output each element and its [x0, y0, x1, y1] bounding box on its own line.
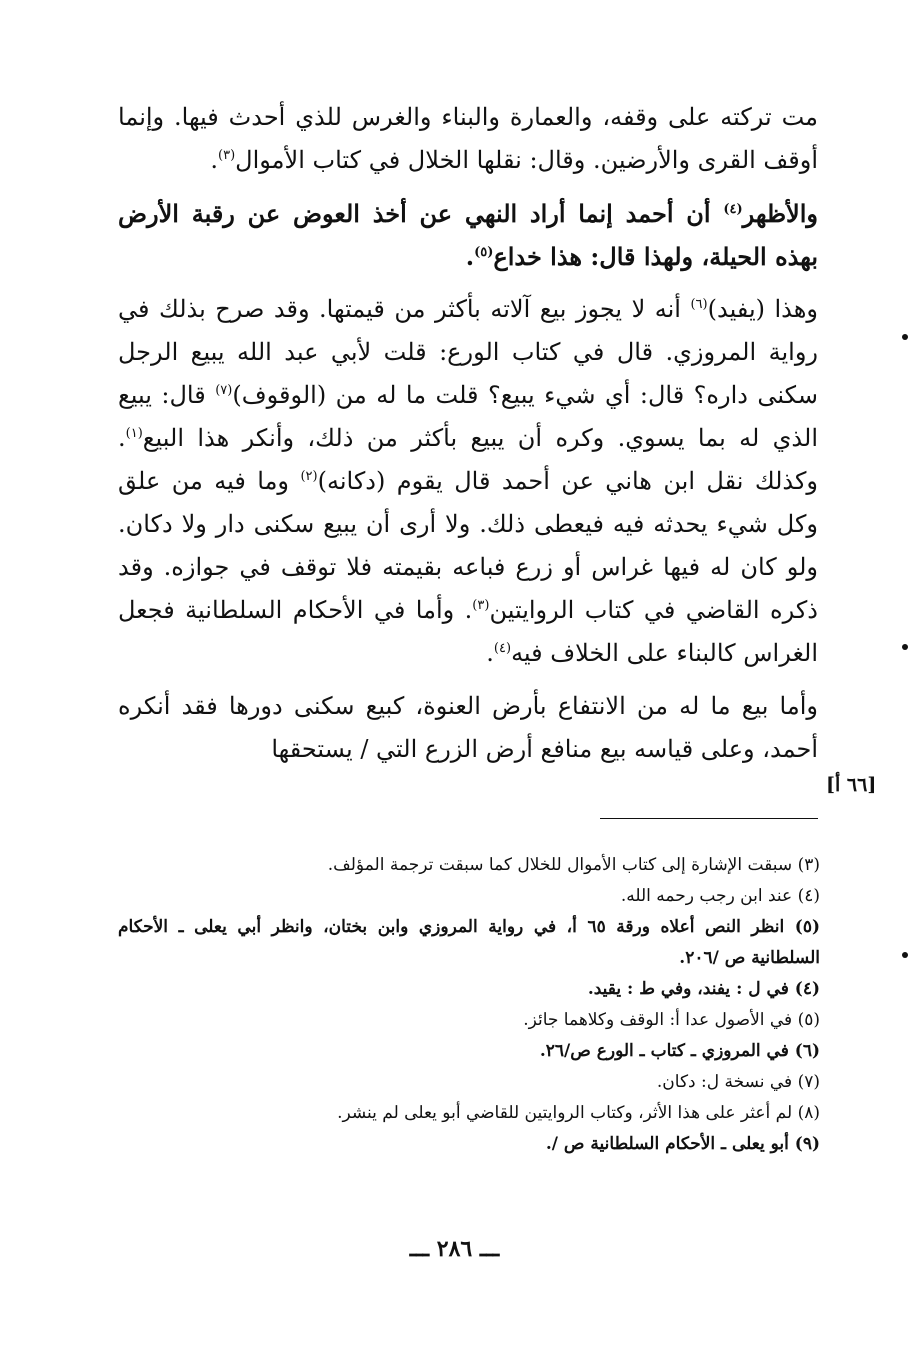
footnote-item: (٤) في ل : يفند، وفي ط : يقيد. [587, 979, 820, 999]
folio-margin-note: [٦٦ أ] [826, 774, 877, 796]
footnote-ref: (٢) [300, 469, 318, 484]
footnote-item: (٦) في المروزي ـ كتاب ـ الورع ص/٢٦. [539, 1041, 820, 1061]
footnote-item: (٣) سبقت الإشارة إلى كتاب الأموال للخلال كما سبقت ترجمة المؤلف. [327, 855, 820, 875]
paragraph-1: مت تركته على وقفه، والعمارة والبناء والغرس للذي أحدث فيها. وإنما أوقف القرى والأرضين. وقال: نقلها الخلال في كتاب الأموال$^{(٣)}$. [118, 103, 818, 174]
footnote-ref: (٣) [218, 148, 236, 163]
footnote-ref: (١) [125, 426, 143, 441]
scan-margin-mark [902, 334, 908, 340]
main-text [118, 96, 818, 781]
footnote-separator [600, 818, 818, 819]
footnote-item: (٤) عند ابن رجب رحمه الله. [620, 886, 820, 906]
footnote-item: (٥) انظر النص أعلاه ورقة ٦٥ أ، في رواية المروزي وابن بختان، وانظر أبي يعلى ـ الأحكام السلطانية ص /٢٠٦. [118, 917, 820, 968]
footnote-ref: (٥) [474, 245, 494, 260]
footnote-item: (٩) أبو يعلى ـ الأحكام السلطانية ص /. [545, 1134, 820, 1154]
footnote-item: (٥) في الأصول عدا أ: الوقف وكلاهما جائز. [523, 1010, 820, 1030]
paragraph-2: والأظهر$^{(٤)}$ أن أحمد إنما أراد النهي عن أخذ العوض عن رقبة الأرض بهذه الحيلة، ولهذا قال: هذا خداع$^{(٥)}$. [118, 199, 818, 271]
footnote-ref: (٣) [472, 598, 490, 613]
footnote-ref: (٤) [493, 641, 512, 656]
page-number: ـــ ٢٨٦ ـــ [409, 1236, 500, 1262]
scan-margin-mark [902, 644, 908, 650]
footnote-item: (٨) لم أعثر على هذا الأثر، وكتاب الروايتين للقاضي أبو يعلى لم ينشر. [337, 1103, 820, 1123]
footnote-ref: (٦) [690, 297, 708, 312]
footnote-ref: (٧) [215, 383, 233, 398]
paragraph-4: وأما بيع ما له من الانتفاع بأرض العنوة، كبيع سكنى دورها فقد أنكره أحمد، وعلى قياسه بيع منافع أرض الزرع التي / يستحقها [118, 692, 818, 763]
footnote-ref: (٤) [723, 202, 743, 217]
scan-margin-mark [902, 952, 908, 958]
footnote-item: (٧) في نسخة ل: دكان. [656, 1072, 820, 1092]
paragraph-3: وهذا (يفيد)$^{(٦)}$ أنه لا يجوز بيع آلاته بأكثر من قيمتها. وقد صرح بذلك في رواية المروزي. قال في كتاب الورع: قلت لأبي عبد الله يبيع الرجل سكنى داره؟ قال: أي شيء يبيع؟ قلت ما له من (الوقوف)$^{(٧)}$ قال: يبيع الذي له بما يسوي. وكره أن يبيع بأكثر من ذلك، وأنكر هذا البيع$^{(١)}$. وكذلك نقل ابن هاني عن أحمد قال يقوم (دكانه)$^{(٢)}$ وما فيه من علق وكل شيء يحدثه فيه فيعطى ذلك. ولا أرى أن يبيع سكنى دار ولا دكان. ولو كان له فيها غراس أو زرع فباعه بقيمته فلا توقف في جوازه. وقد ذكره القاضي في كتاب الروايتين$^{(٣)}$. وأما في الأحكام السلطانية فجعل الغراس كالبناء على الخلاف فيه$^{(٤)}$. [118, 295, 819, 667]
footnotes [118, 850, 820, 1160]
